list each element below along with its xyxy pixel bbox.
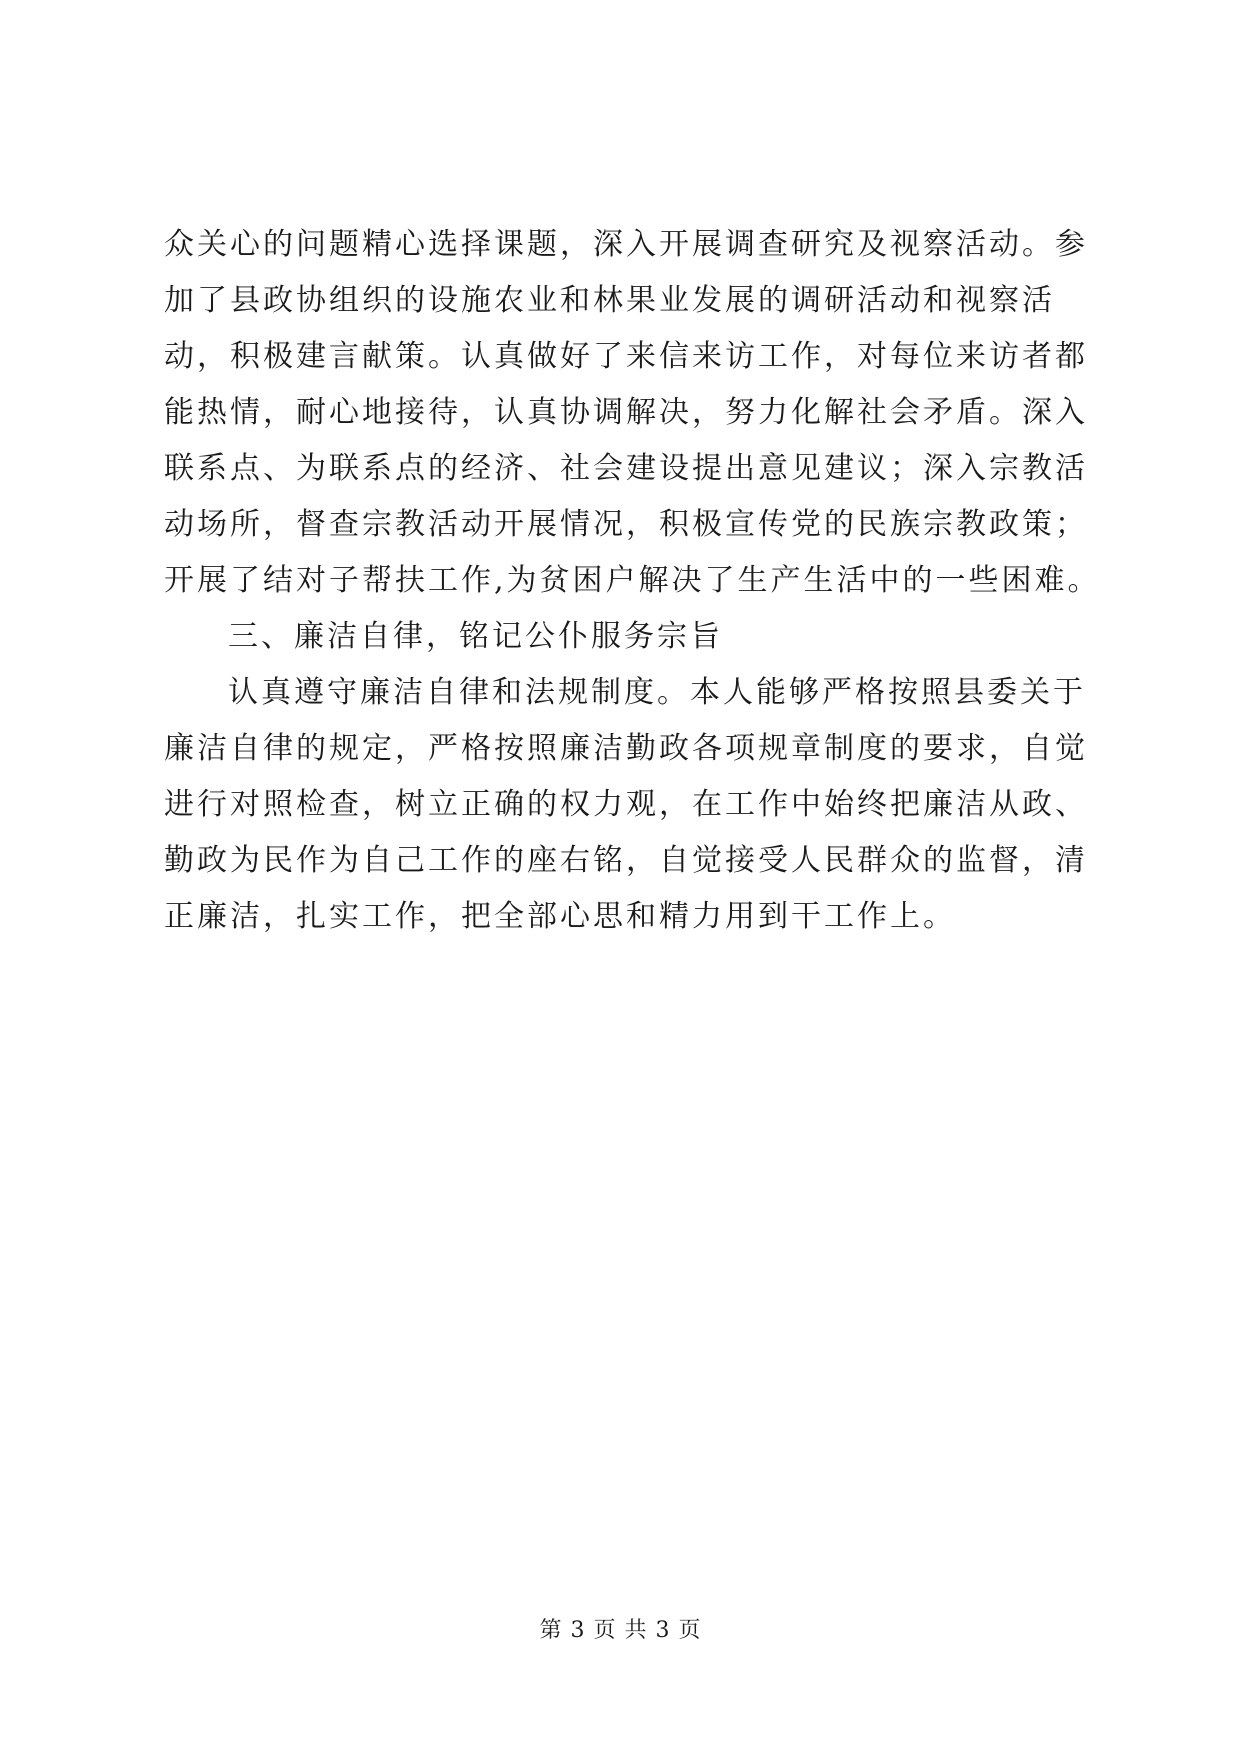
paragraph-line: 进行对照检查，树立正确的权力观，在工作中始终把廉洁从政、 bbox=[164, 787, 1088, 822]
paragraph-line: 正廉洁，扎实工作，把全部心思和精力用到干工作上。 bbox=[164, 899, 956, 934]
section-heading: 三、廉洁自律，铭记公仆服务宗旨 bbox=[228, 619, 723, 654]
paragraph-line: 加了县政协组织的设施农业和林果业发展的调研活动和视察活 bbox=[164, 283, 1055, 318]
paragraph-line: 廉洁自律的规定，严格按照廉洁勤政各项规章制度的要求，自觉 bbox=[164, 731, 1088, 766]
paragraph-line: 勤政为民作为自己工作的座右铭，自觉接受人民群众的监督，清 bbox=[164, 843, 1088, 878]
paragraph-line: 能热情，耐心地接待，认真协调解决，努力化解社会矛盾。深入 bbox=[164, 395, 1088, 430]
paragraph-line: 众关心的问题精心选择课题，深入开展调查研究及视察活动。参 bbox=[164, 227, 1088, 262]
paragraph-line: 联系点、为联系点的经济、社会建设提出意见建议；深入宗教活 bbox=[164, 451, 1088, 486]
page-number-footer: 第 3 页 共 3 页 bbox=[539, 1618, 702, 1643]
paragraph-line: 动场所，督查宗教活动开展情况，积极宣传党的民族宗教政策； bbox=[164, 507, 1088, 542]
paragraph-line: 认真遵守廉洁自律和法规制度。本人能够严格按照县委关于 bbox=[228, 675, 1086, 710]
paragraph-line: 开展了结对子帮扶工作,为贫困户解决了生产生活中的一些困难。 bbox=[164, 563, 1101, 598]
paragraph-line: 动，积极建言献策。认真做好了来信来访工作，对每位来访者都 bbox=[164, 339, 1088, 374]
